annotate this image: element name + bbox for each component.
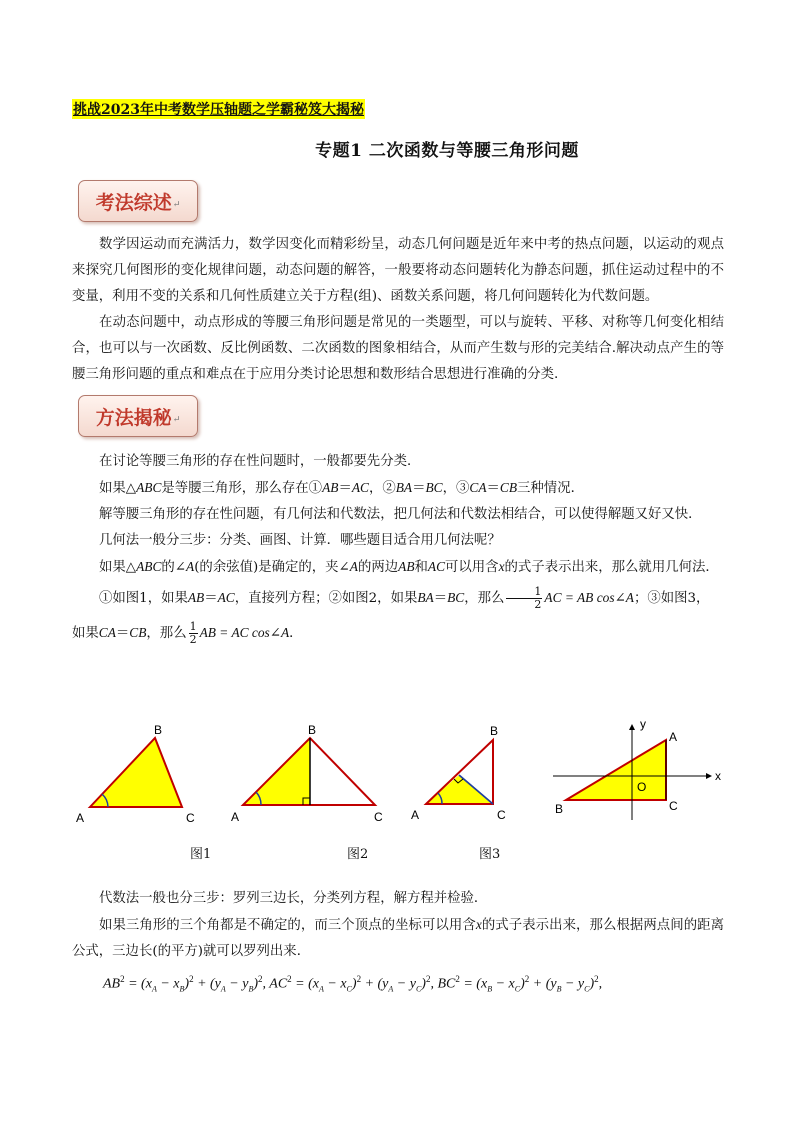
page-title: 专题1 二次函数与等腰三角形问题 bbox=[315, 141, 579, 161]
vertex-c-label: C bbox=[669, 799, 678, 813]
caption-figure-3: 图3 bbox=[479, 847, 501, 862]
algebra-line-1: 代数法一般也分三步：罗列三边长，分类列方程，解方程并检验． bbox=[99, 891, 488, 906]
algebra-line-2: 如果三角形的三个角都是不确定的，而三个顶点的坐标可以用含x的式子表示出来，那么根据两点间的距离公式，三边长(的平方)就可以罗列出来． bbox=[72, 917, 725, 959]
vertex-c-label: C bbox=[374, 810, 383, 824]
distance-formula: $AB^2 = (x_A - x_B)^2 + (y_A - y_B)^2$, $AC^2 = (x_A - x_C)^2 + (y_A - y_C)^2$, $BC^2 = (x_B - x_C)^2 + (y_B - y_C)^2$, bbox=[103, 974, 603, 994]
vertex-a-label: A bbox=[231, 810, 240, 824]
section-tag-label: 方法揭秘 bbox=[95, 406, 172, 429]
vertex-b-label: B bbox=[308, 723, 317, 737]
overview-paragraph-2: 在动态问题中，动点形成的等腰三角形问题是常见的一类题型，可以与旋转、平移、对称等几何变化相结合，也可以与一次函数、反比例函数、二次函数的图象相结合，从而产生数与形的完美结合.解决动点产生的等腰三角形问题的重点和难点在于应用分类讨论思想和数形结合思想进行准确的分类. bbox=[72, 315, 724, 382]
algebra-section bbox=[72, 886, 724, 965]
x-axis-label: x bbox=[715, 769, 721, 783]
figure-4-coordinate bbox=[548, 716, 728, 826]
return-mark: ↵ bbox=[172, 200, 181, 210]
method-line-7: 如果CA＝CB，那么 $\frac{1}{2}$ AB = AC cos∠A． bbox=[72, 620, 303, 646]
method-section bbox=[72, 449, 724, 651]
figure-3 bbox=[408, 720, 518, 830]
caption-figure-2: 图2 bbox=[347, 847, 369, 862]
figure-1 bbox=[72, 720, 202, 830]
vertex-c-label: C bbox=[186, 811, 195, 825]
series-header: 挑战2023年中考数学压轴题之学霸秘笈大揭秘 bbox=[72, 99, 365, 119]
vertex-a-label: A bbox=[411, 808, 420, 822]
method-line-4: 几何法一般分三步：分类、画图、计算．哪些题目适合用几何法呢？ bbox=[99, 533, 501, 548]
caption-figure-1: 图1 bbox=[190, 847, 212, 862]
method-line-1: 在讨论等腰三角形的存在性问题时，一般都要先分类． bbox=[99, 454, 421, 469]
shaded-part bbox=[426, 775, 493, 804]
triangle-4 bbox=[566, 740, 666, 800]
section-tag-method bbox=[78, 395, 198, 437]
section-tag-label: 考法综述 bbox=[95, 191, 172, 214]
fraction-half: $\frac{1}{2}$ bbox=[189, 620, 197, 646]
method-line-6: ①如图1，如果AB＝AC，直接列方程；②如图2，如果BA＝BC，那么 $\frac{1}{2}$ AC = AB cos∠A；③如图3， bbox=[99, 585, 710, 611]
vertex-b-label: B bbox=[555, 802, 564, 816]
overview-paragraph-1: 数学因运动而充满活力，数学因变化而精彩纷呈，动态几何问题是近年来中考的热点问题，以运动的观点来探究几何图形的变化规律问题，动态问题的解答，一般要将动态问题转化为静态问题，抓住运动过程中的不变量，利用不变的关系和几何性质建立关于方程(组)、函数关系问题，将几何问题转化为代数问题。 bbox=[72, 237, 724, 304]
vertex-b-label: B bbox=[490, 724, 499, 738]
y-axis-label: y bbox=[640, 717, 646, 731]
method-line-2: 如果△ABC是等腰三角形，那么存在①AB＝AC，②BA＝BC，③CA＝CB三种情况． bbox=[99, 480, 584, 496]
vertex-a-label: A bbox=[76, 811, 85, 825]
x-axis-arrow bbox=[706, 773, 712, 779]
method-line-5: 如果△ABC的∠A(的余弦值)是确定的，夹∠A的两边AB和AC可以用含x的式子表示出来，那么就用几何法． bbox=[99, 559, 719, 575]
return-mark: ↵ bbox=[172, 415, 181, 425]
vertex-c-label: C bbox=[497, 808, 506, 822]
fraction-half: $\frac{1}{2}$ bbox=[506, 586, 542, 611]
method-line-3: 解等腰三角形的存在性问题，有几何法和代数法，把几何法和代数法相结合，可以使得解题又好又快． bbox=[99, 507, 702, 522]
y-axis-arrow bbox=[629, 724, 635, 730]
vertex-a-label: A bbox=[669, 730, 678, 744]
origin-label: O bbox=[637, 780, 647, 794]
overview-section bbox=[72, 232, 724, 388]
section-tag-overview bbox=[78, 180, 198, 222]
vertex-b-label: B bbox=[154, 723, 163, 737]
figure-2 bbox=[228, 720, 388, 830]
